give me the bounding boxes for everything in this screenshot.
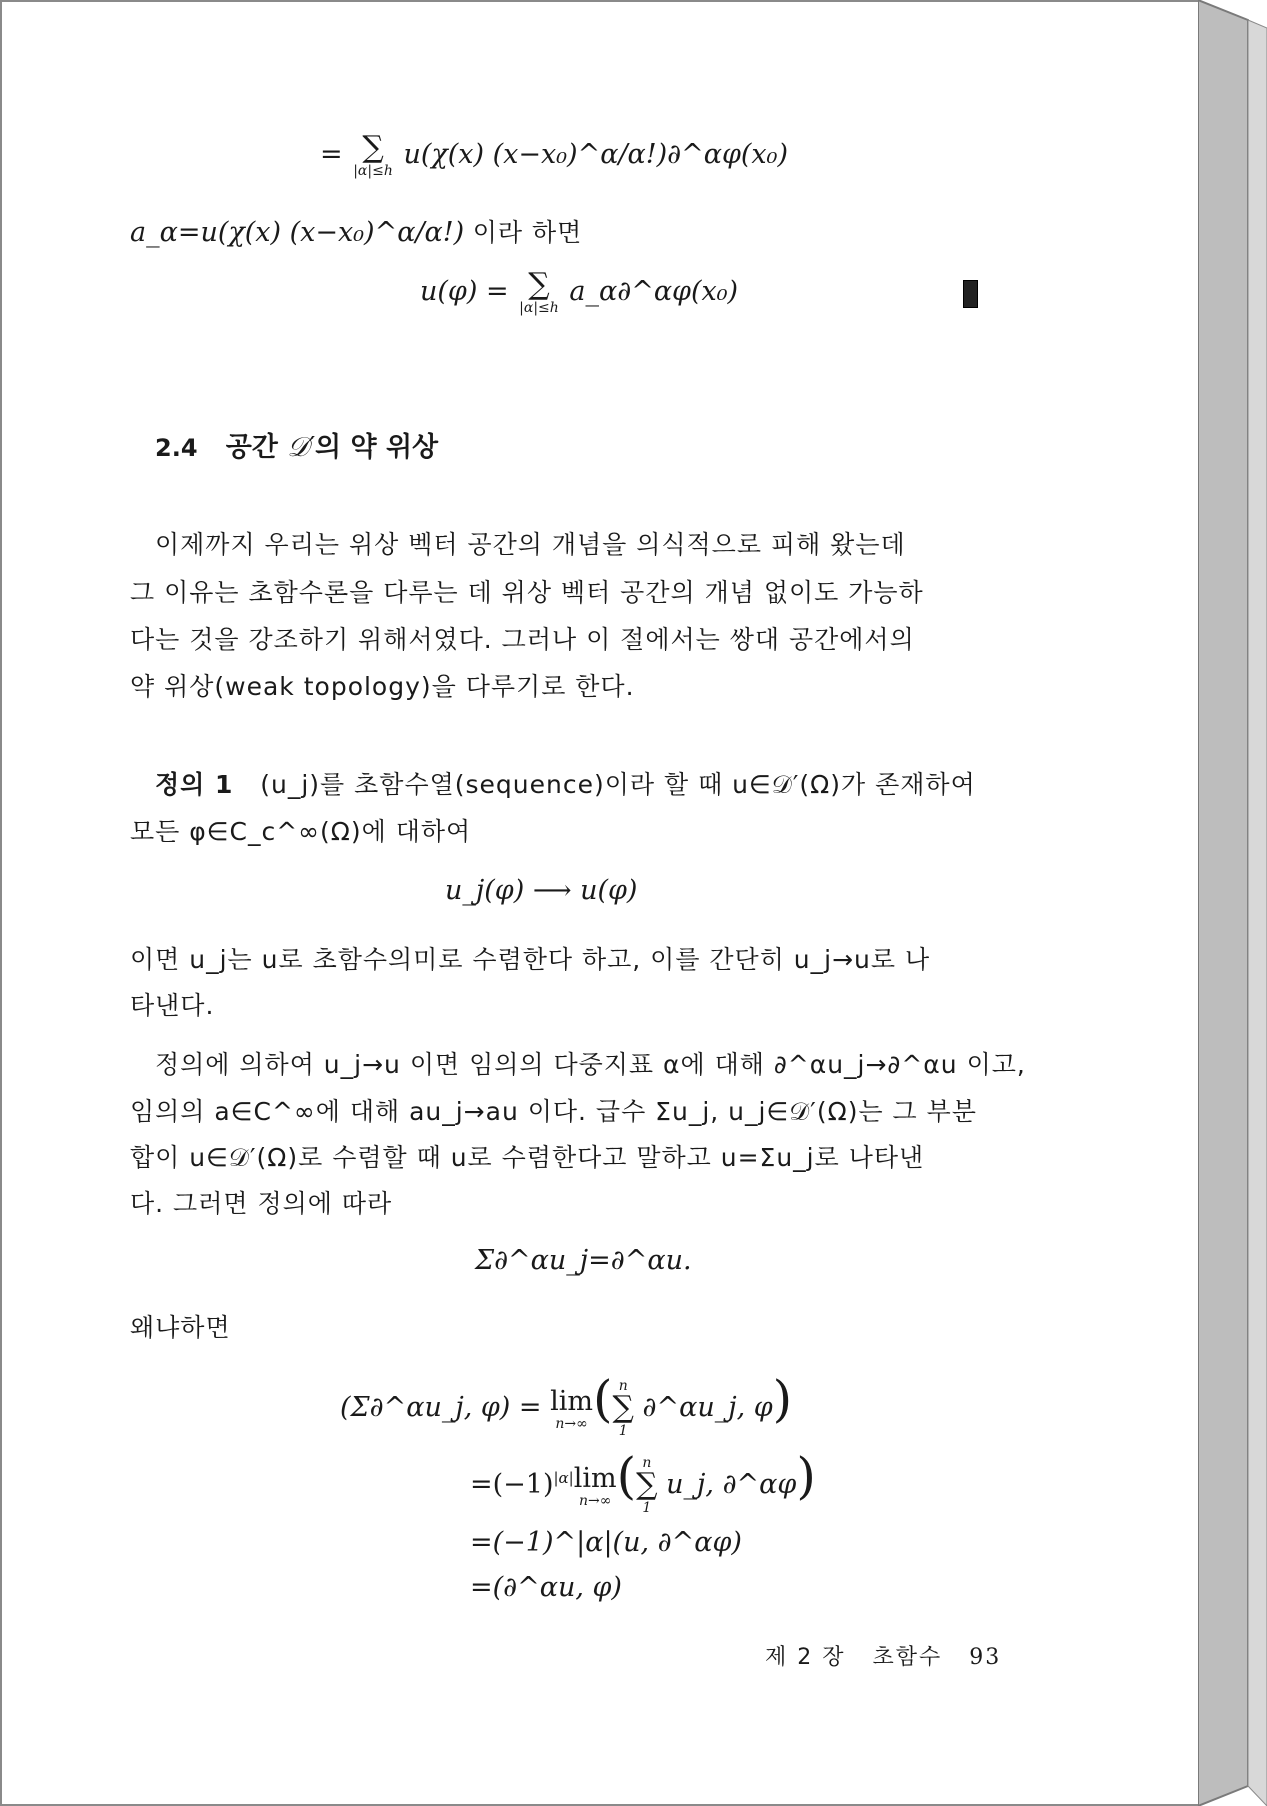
eq4-row1-limit [550, 1386, 593, 1431]
eq4-sum-top: n [618, 1378, 628, 1394]
eq4-row1-sum: n ∑ 1 [612, 1378, 634, 1439]
section-heading [155, 425, 438, 464]
footer-title: 초함수 [872, 1645, 943, 1670]
eq4-row2-lim-sub: n→∞ [578, 1493, 612, 1509]
definition-line-2: 모든 φ∈C_c^∞(Ω)에 대하여 [130, 817, 472, 846]
para1-line-1: 이제까지 우리는 위상 벡터 공간의 개념을 의식적으로 피해 왔는데 [155, 530, 906, 559]
alpha-definition-line [130, 213, 582, 249]
eq2-lhs: u(φ) = [420, 276, 509, 307]
eq4-row2-sum-bot: 1 [642, 1500, 652, 1516]
section-title-a: 공간 [225, 432, 278, 463]
eq4-row1-close-paren: ) [772, 1370, 793, 1428]
eq4-row2-close-paren: ) [796, 1447, 816, 1505]
eq4-row1-lhs: (Σ∂^αu_j, φ) = [340, 1392, 542, 1423]
because-text: 왜냐하면 [130, 1313, 231, 1342]
equation-4-row-1 [340, 1370, 792, 1438]
para2-line-2: 임의의 a∈C^∞에 대해 au_j→au 이다. 급수 Σu_j, u_j∈𝒟′(Ω)는 그 부분 [130, 1097, 977, 1126]
equation-4-row-3: =(−1)^|α|(u, ∂^αφ) [470, 1527, 742, 1558]
definition-line-3: 이면 u_j는 u로 초함수의미로 수렴한다 하고, 이를 간단히 u_j→u로 나 [130, 945, 931, 974]
page-footer [765, 1640, 1001, 1671]
eq2-sum-limit: |α|≤h [519, 300, 559, 316]
definition-line-1 [155, 765, 976, 801]
eq2-body: a_α∂^αφ(x₀) [569, 276, 739, 307]
page-edge [1198, 0, 1267, 1806]
para1-line-3: 다는 것을 강조하기 위해서였다. 그러나 이 절에서는 쌍대 공간에서의 [130, 625, 915, 654]
definition-line-4: 타낸다. [130, 991, 215, 1020]
section-title-b: 의 약 위상 [314, 432, 439, 463]
eq4-row1-body: ∂^αu_j, φ [642, 1392, 773, 1423]
eq1-sum-limit: |α|≤h [353, 163, 393, 179]
page-number: 93 [969, 1645, 1002, 1670]
eq4-row1-open-paren: ( [592, 1370, 613, 1428]
definition-label: 정의 1 [155, 770, 234, 799]
footer-chapter: 제 2 장 [765, 1645, 846, 1670]
eq1-body: u(χ(x) (x−x₀)^α/α!)∂^αφ(x₀) [403, 139, 788, 170]
eq4-row2-exp: |α| [553, 1469, 574, 1487]
para2-line-4: 다. 그러면 정의에 따라 [130, 1189, 393, 1218]
eq4-sum-bot: 1 [618, 1423, 628, 1439]
eq4-lim-sub: n→∞ [555, 1416, 588, 1432]
equation-4-row-2 [470, 1447, 816, 1515]
eq4-row2-open-paren: ( [616, 1447, 637, 1505]
eq1-sum: ∑ |α|≤h [353, 130, 393, 179]
para2-line-1: 정의에 의하여 u_j→u 이면 임의의 다중지표 α에 대해 ∂^αu_j→∂^αu 이고, [155, 1050, 1026, 1079]
definition-text-1: (u_j)를 초함수열(sequence)이라 할 때 u∈𝒟′(Ω)가 존재하여 [260, 770, 976, 799]
equation-4-row-4: =(∂^αu, φ) [470, 1572, 622, 1603]
para1-line-4: 약 위상(weak topology)을 다루기로 한다. [130, 672, 635, 701]
eq4-row2-limit [574, 1463, 617, 1508]
eq4-row2-body: u_j, ∂^αφ [666, 1469, 797, 1500]
eq4-row2-lim-word: lim [573, 1463, 617, 1494]
alpha-definition-math: a_α=u(χ(x) (x−x₀)^α/α!) [130, 217, 465, 248]
eq1-equals: = [320, 139, 343, 170]
definition-display: u_j(φ) ⟶ u(φ) [445, 875, 638, 906]
equation-3: Σ∂^αu_j=∂^αu. [475, 1245, 692, 1276]
section-number: 2.4 [155, 434, 198, 462]
eq4-lim-word: lim [550, 1386, 593, 1417]
eq2-sum: ∑ |α|≤h [519, 267, 559, 316]
qed-mark [963, 280, 978, 308]
para2-line-3: 합이 u∈𝒟′(Ω)로 수렴할 때 u로 수렴한다고 말하고 u=Σu_j로 나타낸 [130, 1143, 925, 1172]
eq4-row2-sum: n ∑ 1 [636, 1455, 658, 1516]
equation-2 [420, 267, 739, 316]
alpha-definition-text: 이라 하면 [472, 218, 583, 247]
eq4-row2-sum-top: n [642, 1455, 652, 1471]
para1-line-2: 그 이유는 초함수론을 다루는 데 위상 벡터 공간의 개념 없이도 가능하 [130, 578, 924, 607]
section-symbol: 𝒟′ [287, 432, 315, 463]
eq4-row2-pre: =(−1) [470, 1469, 554, 1500]
equation-1 [320, 130, 788, 179]
